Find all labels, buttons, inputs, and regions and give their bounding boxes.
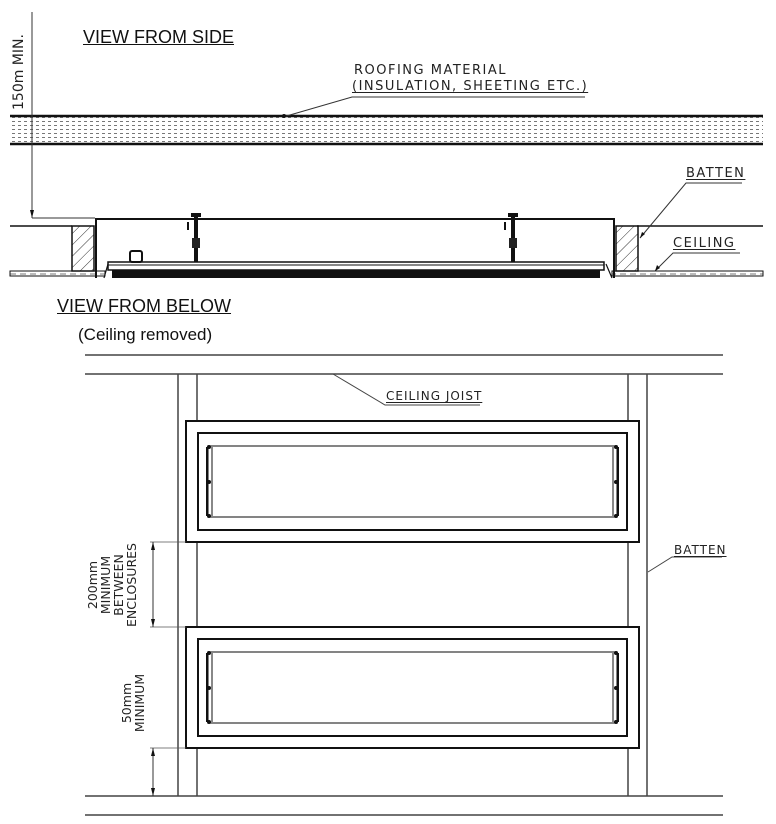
roofing-label-line1: ROOFING MATERIAL — [354, 63, 507, 78]
batten-right — [616, 226, 638, 271]
between-line4: ENCLOSURES — [124, 543, 140, 627]
hanger-rod-right — [505, 213, 518, 262]
batten-leader-line — [640, 183, 742, 238]
ceiling-joist-label: CEILING JOIST — [386, 389, 483, 403]
between-line3: BETWEEN — [111, 554, 127, 616]
side-view — [10, 12, 763, 278]
below-view — [85, 355, 723, 815]
enclosure-side — [96, 213, 614, 278]
batten-below-leader-line — [648, 557, 722, 572]
edge-clearance-dimension — [150, 748, 186, 796]
enclosure-top — [186, 421, 639, 542]
ceiling-leader-line — [655, 253, 740, 271]
edge-clearance-label — [120, 669, 146, 737]
below-view-title: VIEW FROM BELOW — [57, 296, 232, 316]
batten-label: BATTEN — [686, 166, 746, 181]
ceiling-label: CEILING — [673, 236, 736, 251]
roofing-leader-line — [283, 97, 585, 117]
edge-line1: 50mm — [119, 682, 134, 724]
hanger-rod-left — [188, 213, 201, 262]
side-view-title: VIEW FROM SIDE — [83, 27, 235, 47]
batten-left — [72, 226, 94, 271]
roofing-label-line2: (INSULATION, SHEETING ETC.) — [352, 79, 589, 94]
enclosure-bottom — [186, 627, 639, 748]
edge-line2: MINIMUM — [132, 673, 148, 733]
roofing-material — [10, 116, 763, 144]
between-enclosures-dimension — [150, 542, 186, 627]
between-enclosures-label — [86, 540, 139, 630]
below-view-subtitle: (Ceiling removed) — [78, 325, 213, 344]
between-line2: MINIMUM — [98, 555, 114, 615]
batten-below-label: BATTEN — [674, 543, 727, 557]
clearance-dimension-label: 150m MIN. — [11, 34, 27, 110]
between-line1: 200mm — [85, 560, 100, 610]
